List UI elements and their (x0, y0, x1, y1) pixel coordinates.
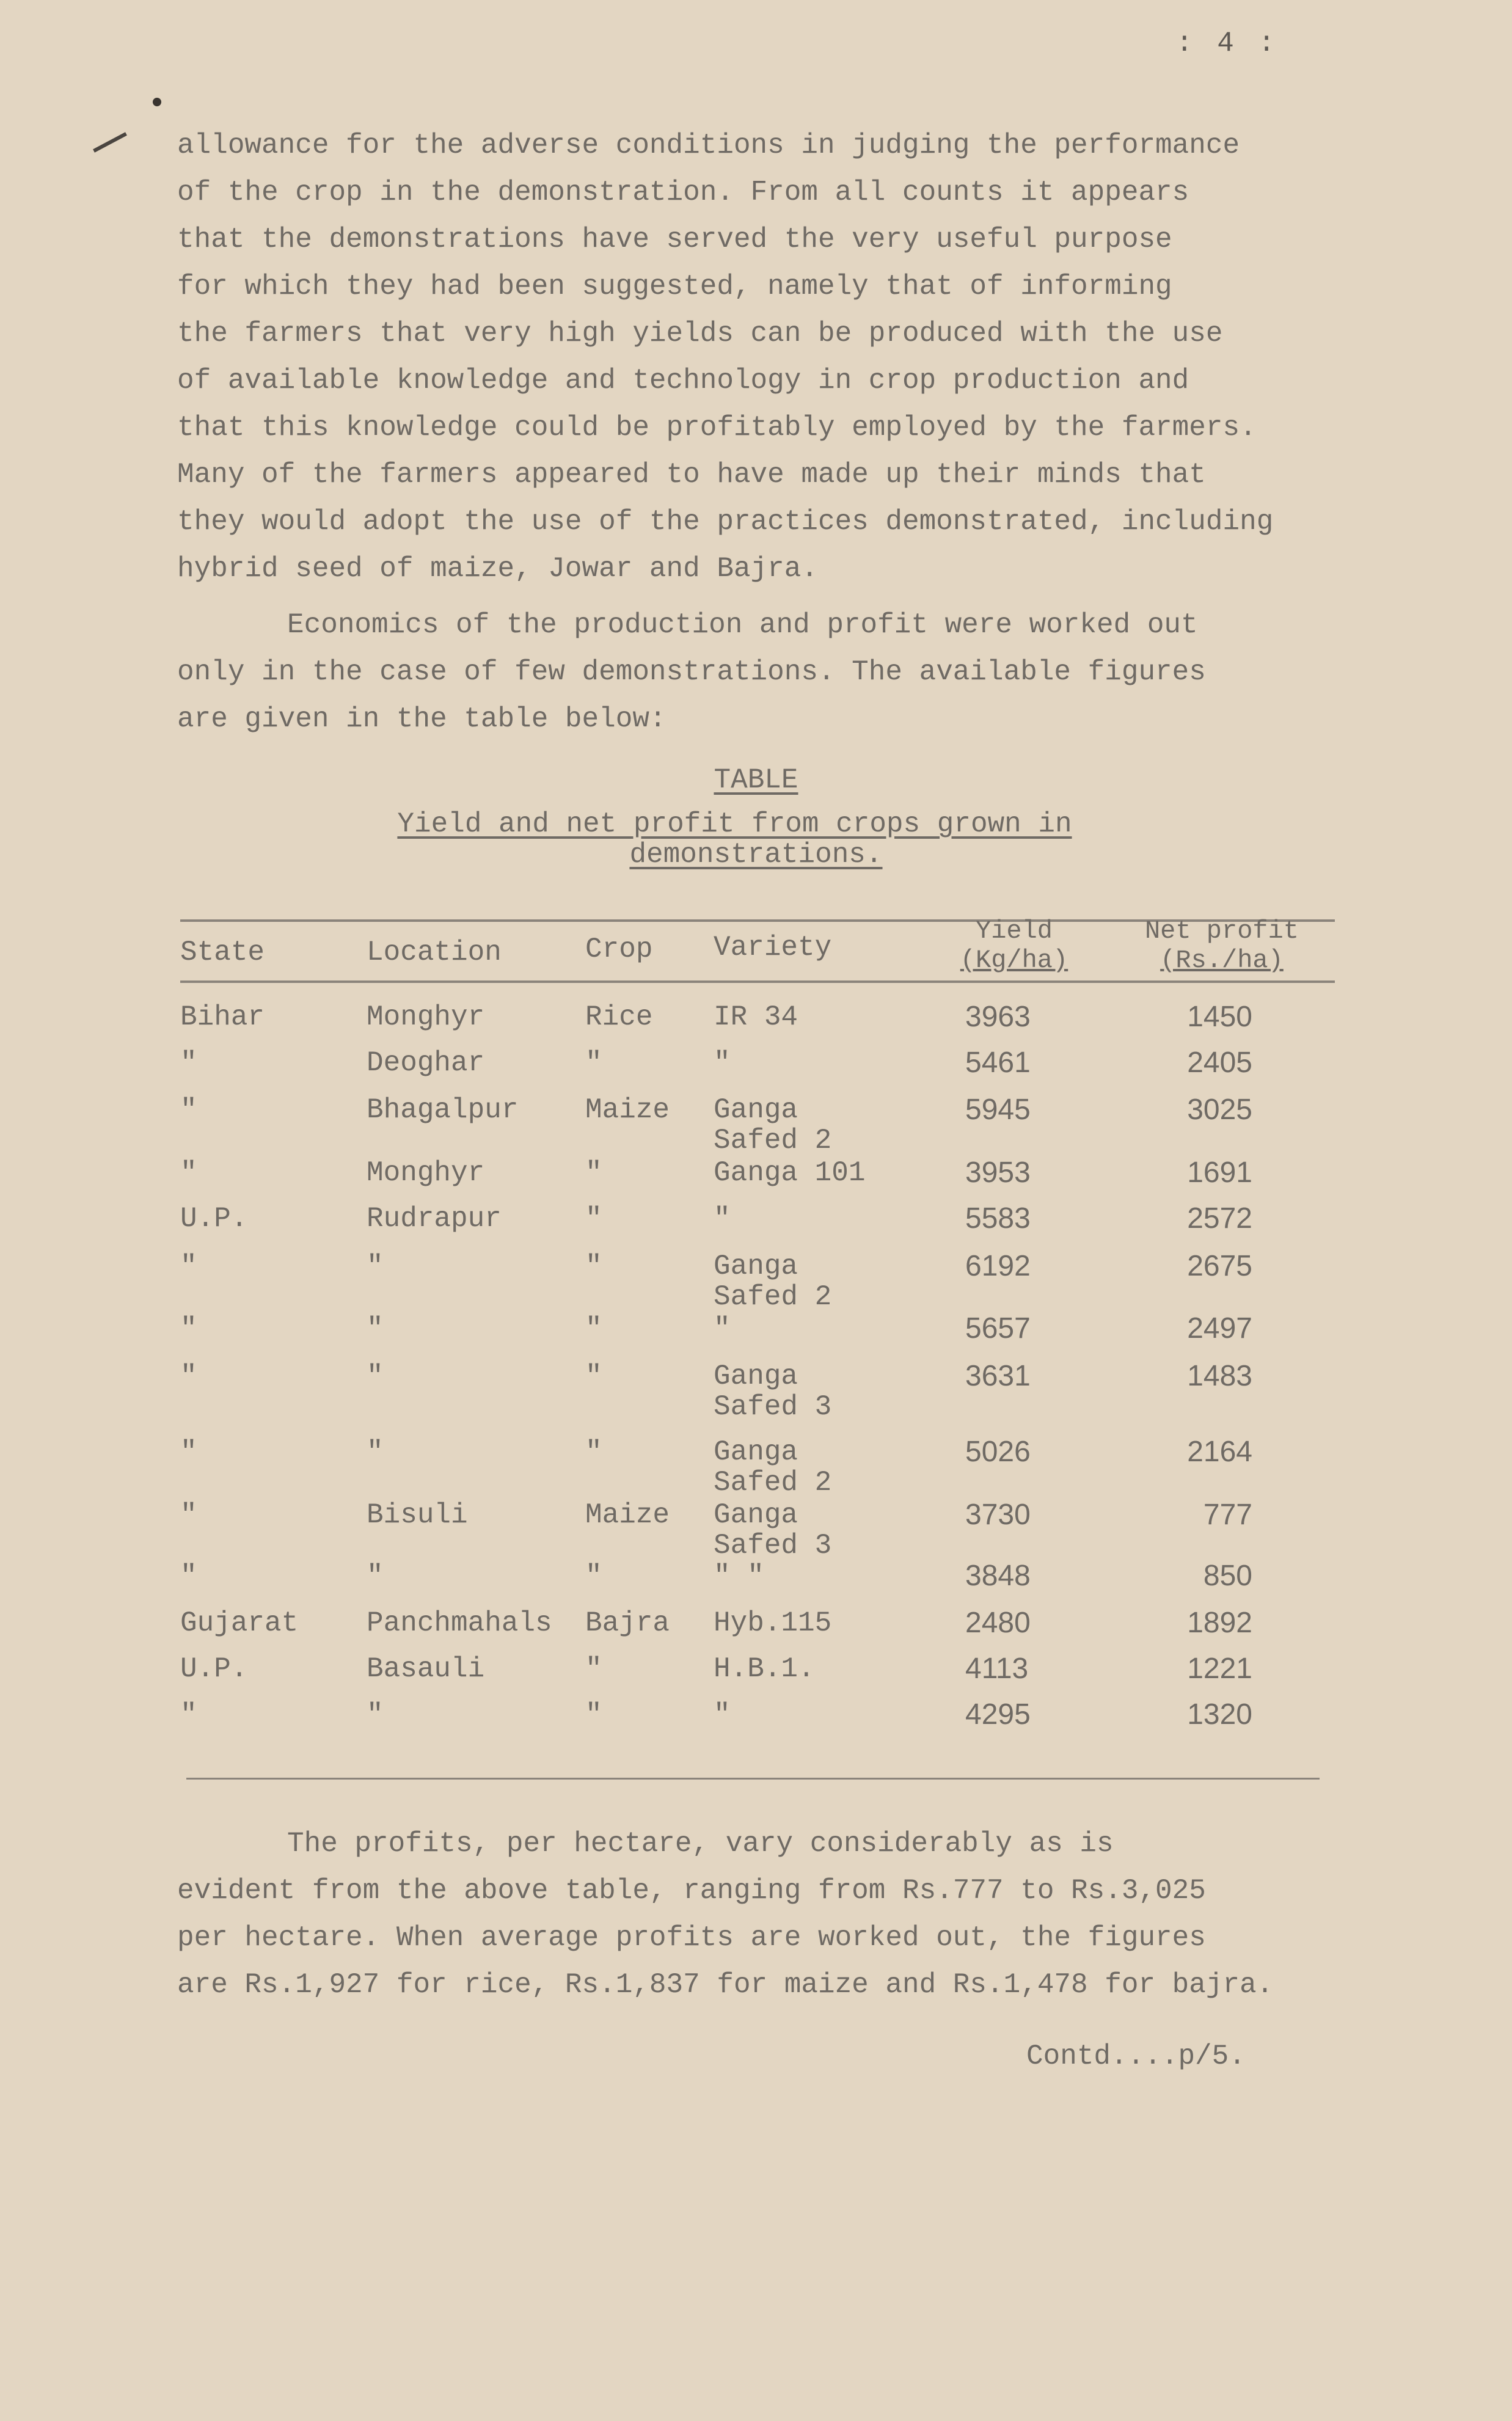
header-profit-unit: (Rs./ha) (1160, 946, 1284, 975)
cell-net-profit: 1320 (1187, 1698, 1252, 1731)
cell-state: " (180, 1699, 197, 1731)
cell-location: Panchmahals (367, 1607, 552, 1639)
text-line: are Rs.1,927 for rice, Rs.1,837 for maize and Rs.1,478 for bajra. (177, 1969, 1274, 2001)
cell-crop: " (585, 1653, 602, 1685)
cell-yield: 4113 (965, 1652, 1029, 1685)
text-line: Many of the farmers appeared to have made up their minds that (177, 459, 1206, 491)
header-variety: Variety (714, 932, 832, 963)
table-row (0, 1360, 1512, 1423)
table-row (0, 1094, 1512, 1156)
cell-crop: " (585, 1313, 602, 1345)
cell-variety: IR 34 (714, 1001, 798, 1033)
cell-crop: " (585, 1436, 602, 1468)
text-line: they would adopt the use of the practices demonstrated, including (177, 506, 1274, 538)
cell-net-profit: 1892 (1187, 1607, 1252, 1639)
table-row (0, 1048, 1512, 1097)
cell-location: Deoghar (367, 1047, 485, 1079)
cell-variety: " (714, 1203, 731, 1235)
table-row (0, 1561, 1512, 1610)
cell-state: U.P. (180, 1653, 248, 1685)
cell-net-profit: 777 (1203, 1499, 1252, 1531)
text-line: The profits, per hectare, vary considerably as is (287, 1828, 1114, 1860)
cell-net-profit: 850 (1203, 1560, 1252, 1592)
cell-state: " (180, 1313, 197, 1345)
cell-yield: 3848 (965, 1560, 1031, 1592)
cell-location: " (367, 1699, 384, 1731)
cell-crop: Bajra (585, 1607, 670, 1639)
cell-location: " (367, 1436, 384, 1468)
cell-location: Basauli (367, 1653, 485, 1685)
table-row (0, 1499, 1512, 1561)
cell-yield: 5583 (965, 1202, 1031, 1235)
cell-net-profit: 2675 (1187, 1250, 1252, 1282)
cell-yield: 3953 (965, 1156, 1031, 1189)
table-row (0, 1608, 1512, 1657)
cell-crop: " (585, 1699, 602, 1731)
cell-yield: 5461 (965, 1046, 1031, 1079)
cell-variety: Ganga Safed 2 (714, 1251, 832, 1313)
pen-mark (93, 132, 127, 152)
continued-note: Contd....p/5. (1026, 2040, 1246, 2072)
cell-variety: Ganga Safed 2 (714, 1094, 832, 1156)
cell-net-profit: 2164 (1187, 1436, 1252, 1468)
cell-location: Rudrapur (367, 1203, 502, 1235)
table-row (0, 1654, 1512, 1703)
cell-net-profit: 3025 (1187, 1094, 1252, 1126)
text-line: allowance for the adverse conditions in judging the performance (177, 130, 1240, 161)
cell-variety: Ganga Safed 2 (714, 1436, 832, 1499)
cell-location: Bhagalpur (367, 1094, 519, 1126)
cell-state: " (180, 1560, 197, 1592)
cell-yield: 3963 (965, 1001, 1031, 1033)
cell-net-profit: 1221 (1187, 1652, 1252, 1685)
paragraph-2 (177, 602, 1393, 743)
cell-yield: 5945 (965, 1094, 1031, 1126)
cell-location: " (367, 1360, 384, 1392)
cell-location: " (367, 1251, 384, 1282)
cell-state: " (180, 1360, 197, 1392)
cell-state: " (180, 1499, 197, 1531)
table-row (0, 1250, 1512, 1313)
table-row (0, 1158, 1512, 1207)
text-line: per hectare. When average profits are worked out, the figures (177, 1922, 1206, 1954)
cell-crop: Maize (585, 1094, 670, 1126)
cell-variety: " " (714, 1560, 764, 1592)
cell-yield: 5657 (965, 1312, 1031, 1345)
header-profit: Net profit (1144, 916, 1299, 946)
paragraph-3 (177, 1820, 1393, 2009)
text-line: that the demonstrations have served the very useful purpose (177, 224, 1172, 255)
table-caption-line2: demonstrations. (629, 839, 883, 871)
cell-state: " (180, 1251, 197, 1282)
table-row (0, 1313, 1512, 1362)
table-row (0, 1700, 1512, 1748)
cell-crop: " (585, 1560, 602, 1592)
cell-variety: Hyb.115 (714, 1607, 832, 1639)
cell-net-profit: 1483 (1187, 1360, 1252, 1392)
cell-state: " (180, 1436, 197, 1468)
paragraph-1 (177, 122, 1393, 593)
table-header-rule (180, 980, 1335, 983)
cell-crop: " (585, 1203, 602, 1235)
table-caption-line1: Yield and net profit from crops grown in (397, 808, 1072, 840)
cell-yield: 4295 (965, 1698, 1031, 1731)
table-row (0, 1002, 1512, 1051)
table-row (0, 1436, 1512, 1499)
text-line: of the crop in the demonstration. From all counts it appears (177, 177, 1189, 208)
text-line: of available knowledge and technology in crop production and (177, 365, 1189, 396)
cell-location: " (367, 1313, 384, 1345)
text-line: Economics of the production and profit were worked out (287, 609, 1198, 641)
cell-crop: " (585, 1047, 602, 1079)
cell-yield: 5026 (965, 1436, 1031, 1468)
cell-state: " (180, 1047, 197, 1079)
cell-location: Monghyr (367, 1001, 485, 1033)
cell-variety: " (714, 1699, 731, 1731)
cell-state: Bihar (180, 1001, 265, 1033)
cell-variety: " (714, 1313, 731, 1345)
cell-location: Bisuli (367, 1499, 468, 1531)
text-line: that this knowledge could be profitably employed by the farmers. (177, 412, 1257, 444)
header-yield-unit: (Kg/ha) (960, 946, 1068, 975)
header-location: Location (367, 937, 502, 968)
cell-variety: " (714, 1047, 731, 1079)
header-yield: Yield (975, 916, 1053, 946)
cell-variety: H.B.1. (714, 1653, 815, 1685)
cell-net-profit: 1450 (1187, 1001, 1252, 1033)
cell-net-profit: 2572 (1187, 1202, 1252, 1235)
cell-crop: " (585, 1360, 602, 1392)
cell-location: " (367, 1560, 384, 1592)
cell-state: U.P. (180, 1203, 248, 1235)
cell-variety: Ganga 101 (714, 1157, 866, 1189)
cell-state: " (180, 1157, 197, 1189)
text-line: the farmers that very high yields can be produced with the use (177, 318, 1223, 349)
cell-crop: " (585, 1251, 602, 1282)
ink-dot (153, 98, 161, 106)
text-line: for which they had been suggested, namely that of informing (177, 271, 1172, 302)
cell-crop: Rice (585, 1001, 653, 1033)
text-line: hybrid seed of maize, Jowar and Bajra. (177, 553, 818, 585)
cell-yield: 3730 (965, 1499, 1031, 1531)
cell-net-profit: 2405 (1187, 1046, 1252, 1079)
text-line: only in the case of few demonstrations. The available figures (177, 656, 1206, 688)
text-line: evident from the above table, ranging from Rs.777 to Rs.3,025 (177, 1875, 1206, 1907)
cell-yield: 3631 (965, 1360, 1031, 1392)
header-state: State (180, 937, 265, 968)
cell-variety: Ganga Safed 3 (714, 1499, 832, 1561)
cell-crop: Maize (585, 1499, 670, 1531)
table-row (0, 1203, 1512, 1252)
cell-state: Gujarat (180, 1607, 299, 1639)
cell-crop: " (585, 1157, 602, 1189)
page-number: : 4 : (1176, 27, 1279, 59)
table-bottom-rule (186, 1778, 1320, 1780)
header-crop: Crop (585, 933, 653, 965)
cell-variety: Ganga Safed 3 (714, 1360, 832, 1423)
cell-state: " (180, 1094, 197, 1126)
cell-net-profit: 1691 (1187, 1156, 1252, 1189)
text-line: are given in the table below: (177, 703, 667, 735)
cell-net-profit: 2497 (1187, 1312, 1252, 1345)
cell-yield: 2480 (965, 1607, 1031, 1639)
cell-location: Monghyr (367, 1157, 485, 1189)
cell-yield: 6192 (965, 1250, 1031, 1282)
table-label: TABLE (714, 764, 798, 796)
